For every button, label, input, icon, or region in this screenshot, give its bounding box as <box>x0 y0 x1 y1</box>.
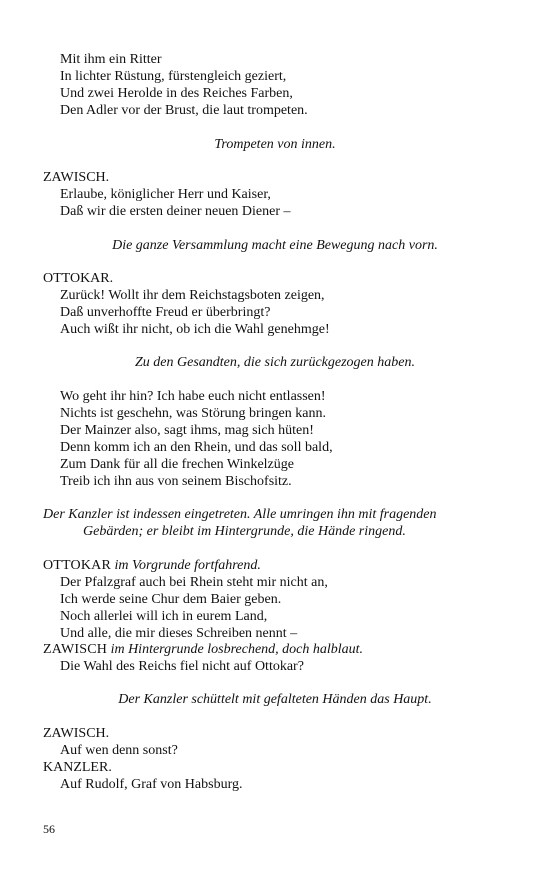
speaker-name: OTTOKAR <box>43 558 112 573</box>
verse-line: Denn komm ich an den Rhein, und das soll bald, <box>60 440 333 455</box>
speaker-name: KANZLER. <box>43 760 112 775</box>
verse-line: Die Wahl des Reichs fiel nicht auf Ottokar? <box>60 659 304 674</box>
speaker-name: ZAWISCH. <box>43 170 110 185</box>
page-number: 56 <box>43 822 55 836</box>
stage-direction: Die ganze Versammlung macht eine Bewegung nach vorn. <box>112 238 438 253</box>
verse-line: Zurück! Wollt ihr dem Reichstagsboten zeigen, <box>60 288 325 303</box>
verse-line: Nichts ist geschehn, was Störung bringen kann. <box>60 406 326 421</box>
stage-direction: Zu den Gesandten, die sich zurückgezogen haben. <box>135 355 415 370</box>
verse-line: Auch wißt ihr nicht, ob ich die Wahl genehmge! <box>60 322 330 337</box>
speaker-name: ZAWISCH. <box>43 726 110 741</box>
verse-line: Treib ich ihn aus von seinem Bischofsitz. <box>60 474 292 489</box>
verse-line: Auf wen denn sonst? <box>60 743 178 758</box>
verse-line: Und alle, die mir dieses Schreiben nennt – <box>60 626 298 641</box>
verse-line: Der Pfalzgraf auch bei Rhein steht mir nicht an, <box>60 575 328 590</box>
verse-line: Zum Dank für all die frechen Winkelzüge <box>60 457 294 472</box>
block-stage-direction <box>43 506 513 540</box>
verse-line: Der Mainzer also, sagt ihms, mag sich hüten! <box>60 423 314 438</box>
speaker-name: ZAWISCH <box>43 642 108 657</box>
stage-direction: Der Kanzler schüttelt mit gefalteten Händen das Haupt. <box>118 692 432 707</box>
verse-line: Wo geht ihr hin? Ich habe euch nicht entlassen! <box>60 389 326 404</box>
speaker-direction: im Vorgrunde fortfahrend. <box>114 558 261 573</box>
verse-line: Erlaube, königlicher Herr und Kaiser, <box>60 187 271 202</box>
verse-line: Daß unverhoffte Freud er überbringt? <box>60 305 271 320</box>
block-direction-second-line: Gebärden; er bleibt im Hintergrunde, die Hände ringend. <box>83 524 406 539</box>
verse-line: Auf Rudolf, Graf von Habsburg. <box>60 777 243 792</box>
speaker-with-direction <box>43 557 261 574</box>
verse-line: Daß wir die ersten deiner neuen Diener – <box>60 204 291 219</box>
stage-direction: Trompeten von innen. <box>214 137 336 152</box>
speaker-name: OTTOKAR. <box>43 271 114 286</box>
verse-line: Und zwei Herolde in des Reiches Farben, <box>60 86 293 101</box>
verse-line: In lichter Rüstung, fürstengleich geziert, <box>60 69 287 84</box>
verse-line: Den Adler vor der Brust, die laut trompeten. <box>60 103 308 118</box>
verse-line: Mit ihm ein Ritter <box>60 52 162 67</box>
speaker-with-direction <box>43 641 363 658</box>
block-direction-first-line: Der Kanzler ist indessen eingetreten. Alle umringen ihn mit fragenden <box>43 507 437 522</box>
speaker-direction: im Hintergrunde losbrechend, doch halblaut. <box>110 642 364 657</box>
verse-line: Ich werde seine Chur dem Baier geben. <box>60 592 282 607</box>
verse-line: Noch allerlei will ich in eurem Land, <box>60 609 268 624</box>
